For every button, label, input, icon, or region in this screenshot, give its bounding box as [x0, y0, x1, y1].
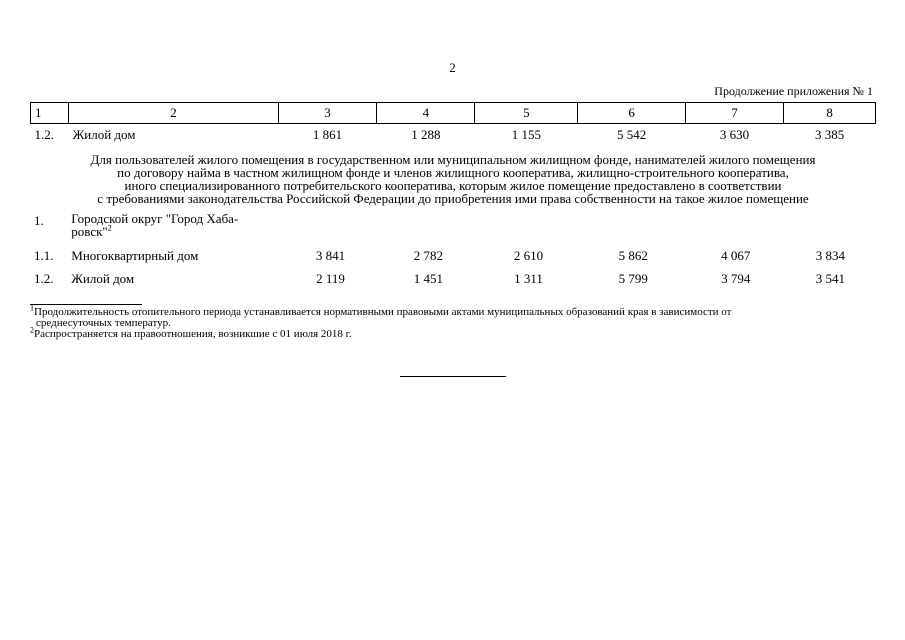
- footnote-marker: 1: [30, 303, 34, 313]
- row-value: 2 782: [413, 247, 443, 263]
- row-value: 3 794: [721, 270, 751, 286]
- row-value: 1 311: [514, 270, 543, 286]
- header-col-5: 5: [475, 103, 578, 124]
- header-col-4: 4: [377, 103, 475, 124]
- footnote-1-line1: Продолжительность отопительного периода устанавливается нормативными правовыми актами муниципальных образований края в зависимости от: [34, 306, 732, 318]
- row-value: 5 799: [618, 270, 648, 286]
- row-number: 1.2.: [34, 127, 54, 142]
- header-col-8: 8: [784, 103, 876, 124]
- row-name: Многоквартирный дом: [71, 247, 199, 263]
- row-value: 1 451: [413, 270, 443, 286]
- footnote-2-text: Распространяется на правоотношения, возникшие с 01 июля 2018 г.: [34, 328, 352, 340]
- header-col-7: 7: [685, 103, 783, 124]
- table-row: [31, 124, 876, 147]
- continuation-label: Продолжение приложения № 1: [714, 84, 873, 98]
- footnote-2: [30, 325, 876, 340]
- district-name-line2: [71, 225, 277, 238]
- table-row: [30, 244, 876, 267]
- row-name: Жилой дом: [72, 127, 136, 142]
- footnote-marker: 2: [107, 223, 112, 233]
- row-number: 1.1.: [34, 247, 54, 263]
- row-value: 1 861: [312, 127, 343, 142]
- section-line: по договору найма в частном жилищном фонде и членов жилищного кооператива, жилищно-строительного кооператива,: [117, 165, 789, 180]
- district-name-line1: Городской округ "Город Хаба-: [71, 211, 239, 226]
- header-col-3: 3: [278, 103, 376, 124]
- section-line: Для пользователей жилого помещения в государственном или муниципальном жилищном фонде, нанимателей жилого помещения: [90, 152, 816, 167]
- row-name: Жилой дом: [71, 270, 135, 286]
- row-value: 3 630: [719, 127, 750, 142]
- row-value: 3 841: [315, 247, 346, 263]
- table-header-row: [31, 103, 876, 124]
- table-row: [30, 267, 876, 290]
- row-value: 3 385: [814, 127, 845, 142]
- row-value: 1 288: [411, 127, 441, 142]
- row-value: 1 155: [511, 127, 542, 142]
- district-number: 1.: [34, 213, 44, 228]
- section-heading: [30, 153, 876, 205]
- section-line: иного специализированного потребительского кооператива, которым жилое помещение предоставлено в соответствии: [124, 178, 782, 193]
- row-value: 3 834: [815, 247, 845, 263]
- row-value: 2 610: [513, 247, 544, 263]
- header-col-2: 2: [69, 103, 279, 124]
- row-value: 5 862: [618, 247, 648, 263]
- district-name: [67, 210, 281, 244]
- tariff-table: [30, 102, 876, 146]
- footnote-1-line2: среднесуточных температур.: [36, 317, 171, 329]
- row-value: 2 119: [316, 270, 345, 286]
- section-line: с требованиями законодательства Российской Федерации до приобретения ими права собственности на такое жилое помещение: [97, 191, 809, 206]
- footnotes: [30, 303, 876, 340]
- header-col-1: 1: [31, 103, 69, 124]
- end-divider: [400, 376, 506, 377]
- footnote-marker: 2: [30, 325, 34, 335]
- row-value: 4 067: [721, 247, 751, 263]
- page-number: 2: [449, 60, 456, 75]
- footnote-divider: [30, 304, 142, 305]
- tariff-table-section: [30, 210, 876, 290]
- row-value: 3 541: [815, 270, 845, 286]
- row-value: 5 542: [616, 127, 647, 142]
- district-name-text: ровск": [71, 224, 108, 239]
- header-col-6: 6: [578, 103, 686, 124]
- district-row: [30, 210, 876, 244]
- row-number: 1.2.: [34, 270, 54, 286]
